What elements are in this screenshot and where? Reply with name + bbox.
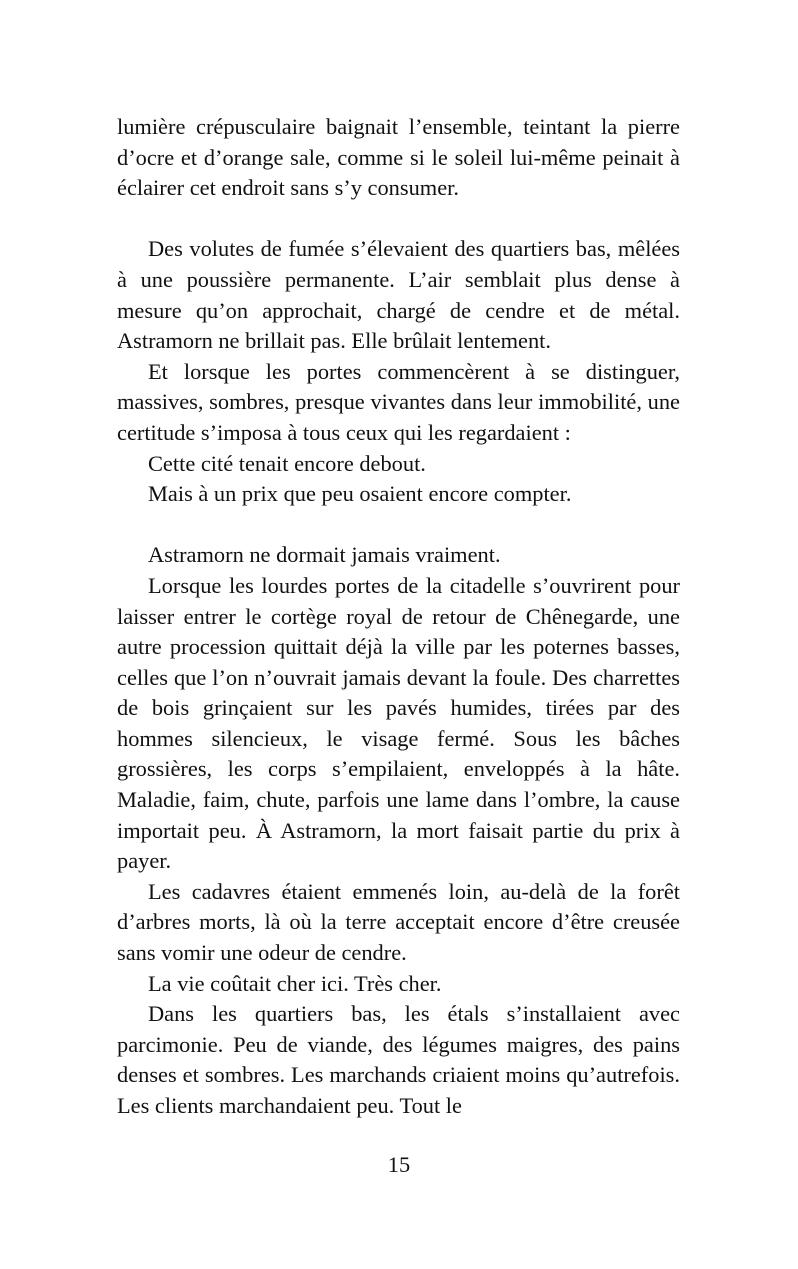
page-body — [117, 112, 680, 1122]
paragraph: Astramorn ne dormait jamais vraiment. — [148, 542, 501, 568]
paragraph: Cette cité tenait encore debout. — [148, 450, 426, 476]
paragraph-continuation: lumière crépusculaire baignait l’ensemble, teintant la pierre d’ocre et d’orange sale, comme si le soleil lui-même peinait à éclairer cet endroit sans s’y consumer. — [117, 114, 680, 201]
paragraph: Lorsque les lourdes portes de la citadelle s’ouvrirent pour laisser entrer le cortège royal de retour de Chênegarde, une autre procession quittait déjà la ville par les poternes basses, celles que l’on n’ouvrait jamais devant la foule. Des charrettes de bois grinçaient sur les pavés humides, tirées par des hommes silencieux, le visage fermé. Sous les bâches grossières, les corps s’empilaient, enveloppés à la hâte. Maladie, faim, chute, parfois une lame dans l’ombre, la cause importait peu. À Astramorn, la mort faisait partie du prix à payer. — [117, 572, 680, 874]
paragraph: Dans les quartiers bas, les étals s’installaient avec parcimonie. Peu de viande, des légumes maigres, des pains denses et sombres. Les marchands criaient moins qu’autrefois. Les clients marchandaient peu. Tout le — [117, 1001, 680, 1118]
paragraph: Et lorsque les portes commencèrent à se distinguer, massives, sombres, presque vivantes dans leur immobilité, une certitude s’imposa à tous ceux qui les regardaient : — [117, 358, 680, 445]
page-number: 15 — [387, 1152, 411, 1177]
paragraph: Des volutes de fumée s’élevaient des quartiers bas, mêlées à une poussière permanente. L’air semblait plus dense à mesure qu’on approchait, chargé de cendre et de métal. Astramorn ne brillait pas. Elle brûlait lentement. — [117, 236, 680, 354]
paragraph: Mais à un prix que peu osaient encore compter. — [148, 481, 572, 507]
paragraph: Les cadavres étaient emmenés loin, au-delà de la forêt d’arbres morts, là où la terre acceptait encore d’être creusée sans vomir une odeur de cendre. — [117, 878, 680, 966]
paragraph: La vie coûtait cher ici. Très cher. — [148, 970, 442, 996]
